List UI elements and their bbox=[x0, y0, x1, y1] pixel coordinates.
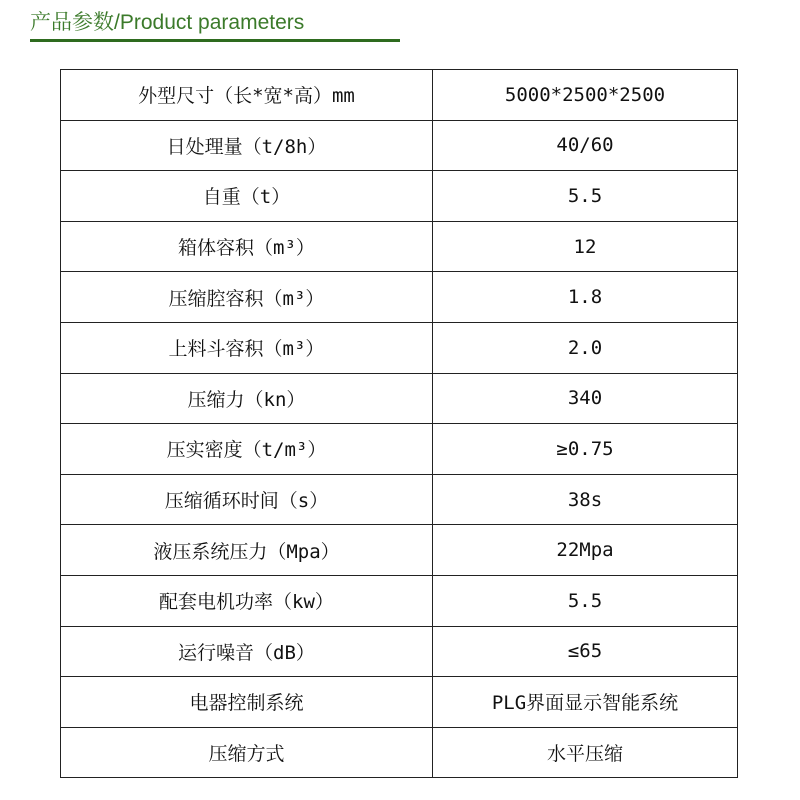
param-label: 外型尺寸（长*宽*高）mm bbox=[61, 70, 433, 121]
param-value: 水平压缩 bbox=[433, 727, 738, 778]
table-row bbox=[61, 373, 738, 424]
param-label: 配套电机功率（kw） bbox=[61, 575, 433, 626]
title-underline bbox=[30, 39, 400, 42]
param-label: 压缩方式 bbox=[61, 727, 433, 778]
table-row bbox=[61, 525, 738, 576]
table-row bbox=[61, 120, 738, 171]
param-label: 运行噪音（dB） bbox=[61, 626, 433, 677]
param-value: PLG界面显示智能系统 bbox=[433, 677, 738, 728]
param-label: 上料斗容积（m³） bbox=[61, 322, 433, 373]
param-label: 液压系统压力（Mpa） bbox=[61, 525, 433, 576]
table-row bbox=[61, 70, 738, 121]
param-value: 5.5 bbox=[433, 171, 738, 222]
param-value: 40/60 bbox=[433, 120, 738, 171]
parameters-table bbox=[60, 69, 738, 778]
param-label: 压实密度（t/m³） bbox=[61, 424, 433, 475]
table-row bbox=[61, 221, 738, 272]
table-row bbox=[61, 272, 738, 323]
param-label: 压缩力（kn） bbox=[61, 373, 433, 424]
param-label: 电器控制系统 bbox=[61, 677, 433, 728]
param-value: 340 bbox=[433, 373, 738, 424]
table-row bbox=[61, 727, 738, 778]
param-value: 22Mpa bbox=[433, 525, 738, 576]
param-value: 1.8 bbox=[433, 272, 738, 323]
table-row bbox=[61, 474, 738, 525]
param-label: 压缩腔容积（m³） bbox=[61, 272, 433, 323]
param-label: 自重（t） bbox=[61, 171, 433, 222]
param-value: ≥0.75 bbox=[433, 424, 738, 475]
table-row bbox=[61, 626, 738, 677]
param-value: ≤65 bbox=[433, 626, 738, 677]
table-row bbox=[61, 424, 738, 475]
param-value: 5000*2500*2500 bbox=[433, 70, 738, 121]
param-label: 压缩循环时间（s） bbox=[61, 474, 433, 525]
table-row bbox=[61, 322, 738, 373]
section-title: 产品参数/Product parameters bbox=[30, 11, 305, 34]
table-row bbox=[61, 171, 738, 222]
param-value: 38s bbox=[433, 474, 738, 525]
param-value: 5.5 bbox=[433, 575, 738, 626]
parameters-table-body bbox=[61, 70, 738, 778]
param-label: 箱体容积（m³） bbox=[61, 221, 433, 272]
param-value: 12 bbox=[433, 221, 738, 272]
param-label: 日处理量（t/8h） bbox=[61, 120, 433, 171]
table-row bbox=[61, 575, 738, 626]
param-value: 2.0 bbox=[433, 322, 738, 373]
table-row bbox=[61, 677, 738, 728]
